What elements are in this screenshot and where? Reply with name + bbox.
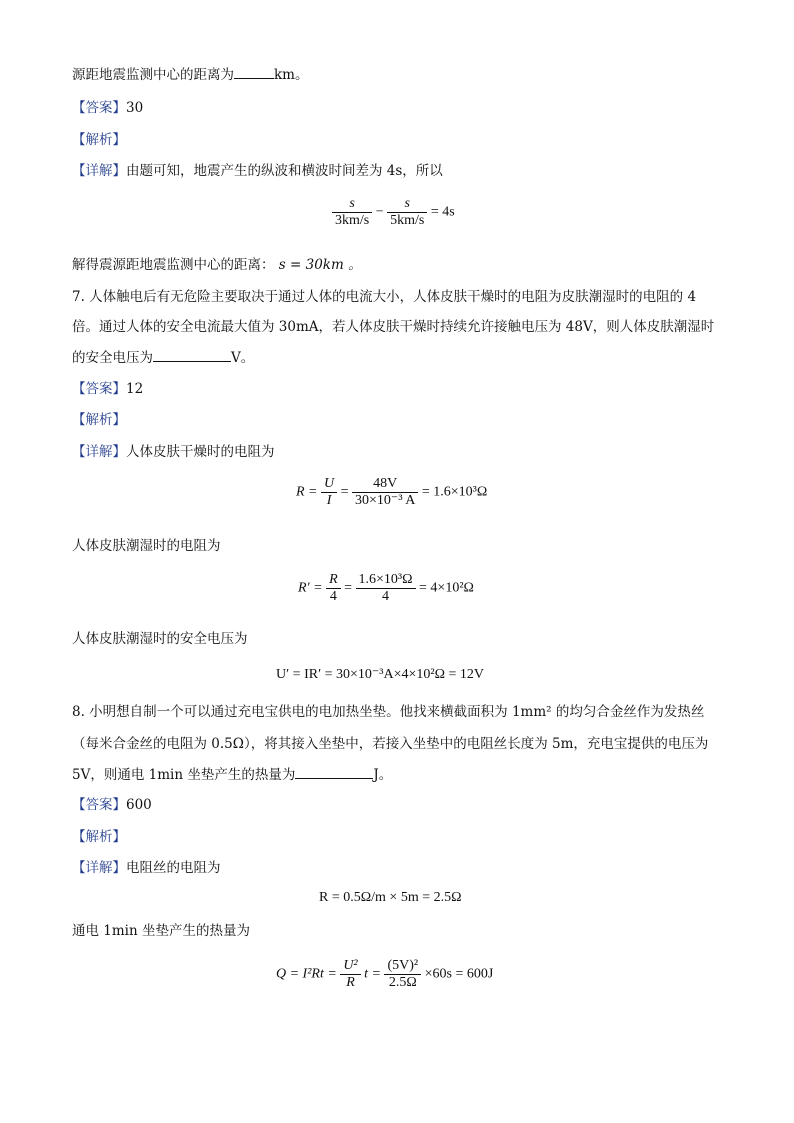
equation-8a: R = 0.5Ω/m × 5m = 2.5Ω	[319, 890, 462, 905]
question-8-line-1: 8. 小明想自制一个可以通过充电宝供电的电加热坐垫。他找来横截面积为 1mm² 的均匀合金丝作为发热丝	[72, 704, 705, 720]
equation-7c: U′ = IR′ = 30×10⁻³A×4×10²Ω = 12V	[276, 667, 485, 682]
continued-question-line: 源距地震监测中心的距离为 km。	[72, 67, 309, 83]
question-7-line-1: 7. 人体触电后有无危险主要取决于通过人体的电流大小，人体皮肤干燥时的电阻为皮肤潮湿时的电阻的 4	[72, 289, 697, 305]
answer-blank	[153, 349, 231, 362]
question-8-line-2: （每米合金丝的电阻为 0.5Ω），将其接入坐垫中，若接入坐垫中的电阻丝长度为 5m，充电宝提供的电压为	[72, 736, 709, 752]
text-line-8b: 通电 1min 坐垫产生的热量为	[72, 923, 250, 939]
question-7-line-3: 的安全电压为 V。	[72, 350, 255, 366]
answer-blank	[234, 66, 274, 79]
equation-7b: R′ = $\frac{R}{4}$ = $\frac{\text{1.6×10³Ω}}{4}$ = 4×10²Ω	[298, 572, 474, 604]
text-line-7c: 人体皮肤潮湿时的安全电压为	[72, 631, 248, 647]
answer-line-6: 【答案】30	[72, 100, 144, 116]
analysis-label-8: 【解析】	[72, 829, 126, 845]
detail-line-8: 【详解】电阻丝的电阻为	[72, 860, 221, 876]
analysis-label-7: 【解析】	[72, 412, 126, 428]
answer-line-8: 【答案】600	[72, 797, 152, 813]
analysis-label-6: 【解析】	[72, 132, 126, 148]
detail-line-7: 【详解】人体皮肤干燥时的电阻为	[72, 444, 275, 460]
answer-line-7: 【答案】12	[72, 381, 144, 397]
question-8-line-3: 5V，则通电 1min 坐垫产生的热量为 J。	[72, 767, 393, 783]
equation-7a: R = $\frac{U}{I}$ = $\frac{48V}{\text{30×10⁻³ A}}$ = 1.6×10³Ω	[296, 476, 488, 508]
text-line-7b: 人体皮肤潮湿时的电阻为	[72, 538, 221, 554]
detail-line-6: 【详解】由题可知，地震产生的纵波和横波时间差为 4s，所以	[72, 163, 443, 179]
question-7-line-2: 倍。通过人体的安全电流最大值为 30mA，若人体皮肤干燥时持续允许接触电压为 48V，则人体皮肤潮湿时	[72, 319, 715, 335]
equation-6: $\frac{s}{3km/s}$ − $\frac{s}{5km/s}$ = 4s	[332, 196, 455, 229]
result-line-6: 解得震源距地震监测中心的距离： s = 30km 。	[72, 257, 362, 273]
answer-blank	[295, 766, 373, 779]
equation-8b: Q = I²Rt = $\frac{\text{U²}}{R}$ t = $\frac{\text{(5V)²}}{2.5\Omega}$ ×60s = 600J	[276, 958, 494, 990]
